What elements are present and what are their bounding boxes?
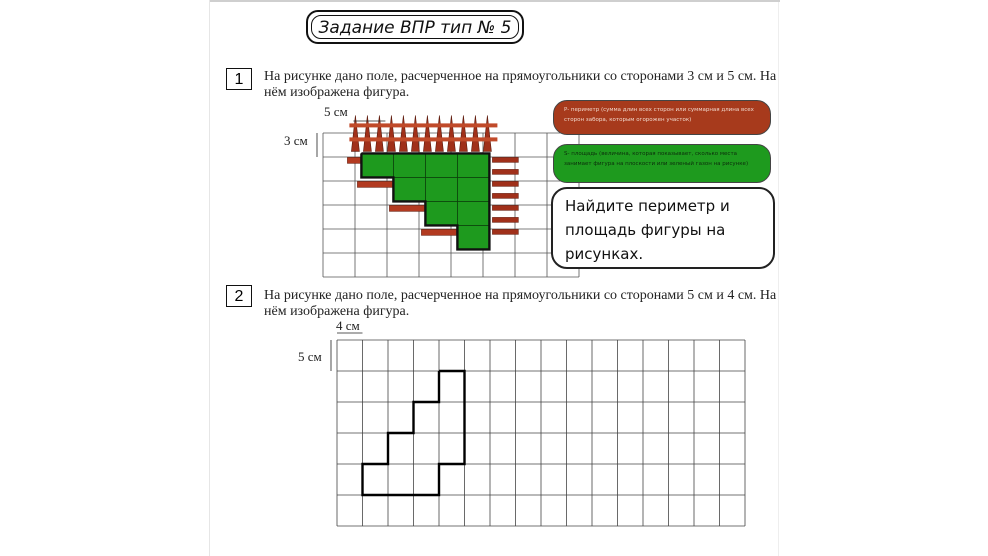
worksheet-page — [209, 0, 779, 556]
task2-height-label: 5 см — [298, 349, 322, 364]
page-title: Задание ВПР тип № 5 — [318, 18, 512, 38]
task2-text-line2: нём изображена фигура. — [264, 304, 410, 319]
legend-area: S- площадь (величина, которая показывает, сколько места занимает фигура на плоскости или зеленый газон на рисунке) — [553, 144, 771, 183]
task1-width-label: 5 см — [324, 104, 348, 119]
task-number-1: 1 — [226, 68, 252, 90]
task2-grid-figure — [210, 0, 780, 556]
task-number-2: 2 — [226, 285, 252, 307]
task1-text-line2: нём изображена фигура. — [264, 85, 410, 100]
task2-width-label: 4 см — [336, 318, 360, 333]
instruction-note: Найдите периметр и площадь фигуры на рисунках. — [551, 187, 775, 269]
task1-height-label: 3 см — [284, 133, 308, 148]
task1-text-line1: На рисунке дано поле, расчерченное на прямоугольники со сторонами 3 см и 5 см. На — [264, 69, 777, 84]
legend-perimeter: P- периметр (сумма длин всех сторон или суммарная длина всех сторон забора, которым огорожен участок) — [553, 100, 771, 135]
task2-text-line1: На рисунке дано поле, расчерченное на прямоугольники со сторонами 5 см и 4 см. На — [264, 288, 777, 303]
